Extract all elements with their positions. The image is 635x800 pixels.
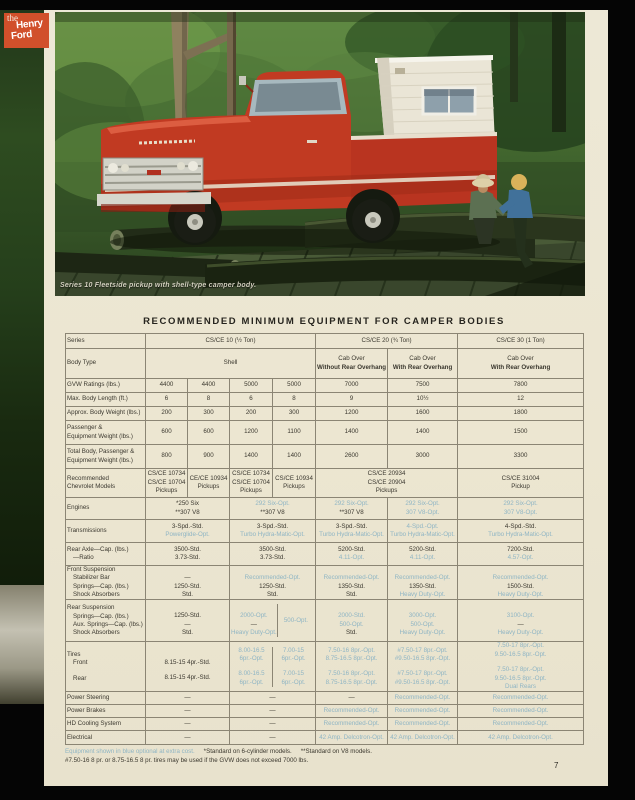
table-cell: Recommended-Opt.	[458, 692, 584, 705]
row-label: Rear Suspension Springs—Cap. (lbs.) Aux. Springs—Cap. (lbs.) Shock Absorbers	[66, 600, 146, 642]
row-label: Front Suspension Stabilizer Bar Springs—Cap. (lbs.) Shock Absorbers	[66, 566, 146, 600]
table-cell: 300	[273, 407, 316, 421]
table-cell: —	[146, 731, 230, 745]
table-cell: 8	[273, 393, 316, 407]
catalog-page	[44, 10, 608, 786]
adjacent-page-edge	[0, 10, 46, 704]
row-label: Power Brakes	[66, 705, 146, 718]
table-cell: Shell	[146, 349, 316, 379]
table-cell: 1400	[388, 421, 458, 445]
table-row	[66, 731, 584, 745]
row-label: HD Cooling System	[66, 718, 146, 731]
table-cell: CS/CE 10734 CS/CE 10704 Pickups	[146, 469, 188, 498]
table-cell: —	[146, 718, 230, 731]
table-cell: 4400	[146, 379, 188, 393]
footnote-blue-equipment: Equipment shown in blue optional at extra cost.	[65, 748, 195, 755]
table-cell: CS/CE 31004 Pickup	[458, 469, 584, 498]
table-cell: 3000-Opt. 500-Opt. Heavy Duty-Opt.	[388, 600, 458, 642]
row-label: Electrical	[66, 731, 146, 745]
equipment-section	[65, 316, 583, 745]
logo-ford: Ford	[10, 28, 33, 43]
logo-the: the	[7, 13, 18, 23]
footnote-v8: **Standard on V8 models.	[300, 748, 372, 755]
table-row	[66, 349, 584, 379]
row-label: GVW Ratings (lbs.)	[66, 379, 146, 393]
table-cell: 4-Spd.-Std. Turbo Hydra-Matic-Opt.	[458, 520, 584, 543]
table-cell: —	[230, 692, 316, 705]
table-row	[66, 543, 584, 566]
table-cell: Recommended-Opt. 1350-Std. Heavy Duty-Opt.	[388, 566, 458, 600]
table-cell: —	[146, 692, 230, 705]
table-row	[66, 334, 584, 349]
table-cell: CS/CE 30 (1 Ton)	[458, 334, 584, 349]
equipment-table	[65, 333, 584, 745]
table-cell: 292 Six-Opt. 307 V8-Opt.	[458, 498, 584, 520]
table-cell: 3300	[458, 445, 584, 469]
footnotes	[65, 748, 583, 764]
table-cell: 2600	[316, 445, 388, 469]
table-cell: 3500-Std. 3.73-Std.	[146, 543, 230, 566]
table-cell: —	[230, 718, 316, 731]
table-cell: 1400	[316, 421, 388, 445]
table-cell: 3-Spd.-Std. Powerglide-Opt.	[146, 520, 230, 543]
table-cell: 7800	[458, 379, 584, 393]
table-row	[66, 642, 584, 692]
table-cell: 2000-Opt. — Heavy Duty-Opt. 500-Opt.	[230, 600, 316, 642]
table-cell: Cab Over Without Rear Overhang	[316, 349, 388, 379]
table-cell: 1200	[316, 407, 388, 421]
table-cell: 600	[146, 421, 188, 445]
truck-photo	[55, 12, 585, 296]
table-cell: 42 Amp. Delcotron-Opt.	[316, 731, 388, 745]
row-label: Max. Body Length (ft.)	[66, 393, 146, 407]
table-row	[66, 421, 584, 445]
table-cell: 1100	[273, 421, 316, 445]
table-cell: —	[230, 731, 316, 745]
table-cell: 3500-Std. 3.73-Std.	[230, 543, 316, 566]
table-cell: —	[230, 705, 316, 718]
table-cell: 42 Amp. Delcotron-Opt.	[388, 731, 458, 745]
table-cell: Recommended-Opt.	[388, 692, 458, 705]
table-cell: Recommended-Opt.	[388, 718, 458, 731]
truck-photo-illustration	[55, 12, 585, 296]
adjacent-page-foliage	[0, 10, 46, 585]
table-cell: 1400	[273, 445, 316, 469]
table-cell: 42 Amp. Delcotron-Opt.	[458, 731, 584, 745]
table-cell: Recommended-Opt.	[458, 718, 584, 731]
table-cell: 1250-Std. — Std.	[146, 600, 230, 642]
table-cell: 7.50-16 8pr.-Opt. 8.75-16.5 8pr.-Opt. 7.50-16 8pr.-Opt. 8.75-16.5 8pr.-Opt.	[316, 642, 388, 692]
table-cell: 200	[146, 407, 188, 421]
table-cell: CS/CE 10734 CS/CE 10704 Pickups	[230, 469, 273, 498]
table-cell: 5000	[230, 379, 273, 393]
table-cell: 7000	[316, 379, 388, 393]
table-title: RECOMMENDED MINIMUM EQUIPMENT FOR CAMPER BODIES	[143, 316, 505, 327]
table-cell: 292 Six-Opt. **307 V8	[316, 498, 388, 520]
table-cell: 1200	[230, 421, 273, 445]
table-cell: 5000	[273, 379, 316, 393]
table-cell: 600	[188, 421, 230, 445]
row-label: Approx. Body Weight (lbs.)	[66, 407, 146, 421]
table-cell: Recommended-Opt. 1500-Std. Heavy Duty-Opt.	[458, 566, 584, 600]
table-cell: CS/CE 10 (½ Ton)	[146, 334, 316, 349]
footnote-six-cylinder: *Standard on 6-cylinder models.	[203, 748, 292, 755]
table-cell: 3100-Opt. — Heavy Duty-Opt.	[458, 600, 584, 642]
table-row	[66, 407, 584, 421]
table-cell: 8.15-15 4pr.-Std. 8.15-15 4pr.-Std.	[146, 642, 230, 692]
table-cell: *250 Six **307 V8	[146, 498, 230, 520]
page-curl	[0, 585, 46, 704]
table-cell: 3-Spd.-Std. Turbo Hydra-Matic-Opt.	[230, 520, 316, 543]
table-cell: 9	[316, 393, 388, 407]
photo-caption: Series 10 Fleetside pickup with shell-type camper body.	[60, 282, 257, 289]
table-cell: Cab Over With Rear Overhang	[458, 349, 584, 379]
table-row	[66, 379, 584, 393]
logo-henry: Henry	[15, 17, 44, 32]
table-cell: 200	[230, 407, 273, 421]
table-cell: 6	[230, 393, 273, 407]
row-label: Recommended Chevrolet Models	[66, 469, 146, 498]
row-label: Series	[66, 334, 146, 349]
table-cell: 7500	[388, 379, 458, 393]
table-cell: 2000-Std. 500-Opt. Std.	[316, 600, 388, 642]
table-cell: 6	[146, 393, 188, 407]
row-label: Total Body, Passenger & Equipment Weight (lbs.)	[66, 445, 146, 469]
table-cell: Recommended-Opt.	[316, 705, 388, 718]
table-cell: 10½	[388, 393, 458, 407]
table-cell: 8	[188, 393, 230, 407]
table-row	[66, 566, 584, 600]
table-row	[66, 393, 584, 407]
table-cell: 4400	[188, 379, 230, 393]
footnote-tires: #7.50-16 8 pr. or 8.75-16.5 8 pr. tires may be used if the GVW does not exceed 7000 lbs.	[65, 757, 309, 764]
table-row	[66, 692, 584, 705]
table-cell: CS/CE 20 (¾ Ton)	[316, 334, 458, 349]
row-label: Passenger & Equipment Weight (lbs.)	[66, 421, 146, 445]
table-cell: CS/CE 10934 Pickups	[273, 469, 316, 498]
table-cell: #7.50-17 8pr.-Opt. #9.50-16.5 8pr.-Opt. #7.50-17 8pr.-Opt. #9.50-16.5 8pr.-Opt.	[388, 642, 458, 692]
table-cell: 4-Spd.-Opt. Turbo Hydra-Matic-Opt.	[388, 520, 458, 543]
table-cell: 7.50-17 8pr.-Opt. 9.50-16.5 8pr.-Opt. 7.50-17 8pr.-Opt. 9.50-16.5 8pr.-Opt. Dual Rears	[458, 642, 584, 692]
table-cell: — 1250-Std. Std.	[146, 566, 230, 600]
table-cell: 900	[188, 445, 230, 469]
table-cell: 292 Six-Opt. 307 V8-Opt.	[388, 498, 458, 520]
table-cell: Cab Over With Rear Overhang	[388, 349, 458, 379]
table-cell: Recommended-Opt.	[316, 718, 388, 731]
table-cell: 1500	[458, 421, 584, 445]
row-label: Tires Front Rear	[66, 642, 146, 692]
row-label: Engines	[66, 498, 146, 520]
table-cell: 5200-Std. 4.11-Opt.	[388, 543, 458, 566]
table-row	[66, 469, 584, 498]
table-cell: 3000	[388, 445, 458, 469]
table-cell: 3-Spd.-Std. Turbo Hydra-Matic-Opt.	[316, 520, 388, 543]
table-row	[66, 498, 584, 520]
table-cell: 800	[146, 445, 188, 469]
table-cell: 300	[188, 407, 230, 421]
table-row	[66, 718, 584, 731]
henry-ford-logo	[4, 13, 49, 48]
table-row	[66, 445, 584, 469]
table-cell: 1600	[388, 407, 458, 421]
table-row	[66, 520, 584, 543]
table-cell: Recommended-Opt. 1250-Std. Std.	[230, 566, 316, 600]
page-number: 7	[554, 761, 559, 770]
row-label: Power Steering	[66, 692, 146, 705]
table-cell: —	[146, 705, 230, 718]
table-row	[66, 600, 584, 642]
table-row	[66, 705, 584, 718]
row-label: Rear Axle—Cap. (lbs.) —Ratio	[66, 543, 146, 566]
row-label: Body Type	[66, 349, 146, 379]
table-cell: Recommended-Opt.	[458, 705, 584, 718]
table-cell: —	[316, 692, 388, 705]
table-cell: Recommended-Opt.	[388, 705, 458, 718]
table-cell: 7200-Std. 4.57-Opt.	[458, 543, 584, 566]
table-cell: CS/CE 20934 CS/CE 20904 Pickups	[316, 469, 458, 498]
table-cell: 1800	[458, 407, 584, 421]
table-cell: Recommended-Opt. 1350-Std. Std.	[316, 566, 388, 600]
table-cell: 8.00-16.5 6pr.-Opt. 8.00-16.5 6pr.-Opt. 7.00-15 6pr.-Opt. 7.00-15 6pr.-Opt.	[230, 642, 316, 692]
row-label: Transmissions	[66, 520, 146, 543]
table-cell: 1400	[230, 445, 273, 469]
table-cell: 12	[458, 393, 584, 407]
table-cell: 292 Six-Opt. **307 V8	[230, 498, 316, 520]
table-cell: CE/CE 10934 Pickups	[188, 469, 230, 498]
table-cell: 5200-Std. 4.11-Opt.	[316, 543, 388, 566]
